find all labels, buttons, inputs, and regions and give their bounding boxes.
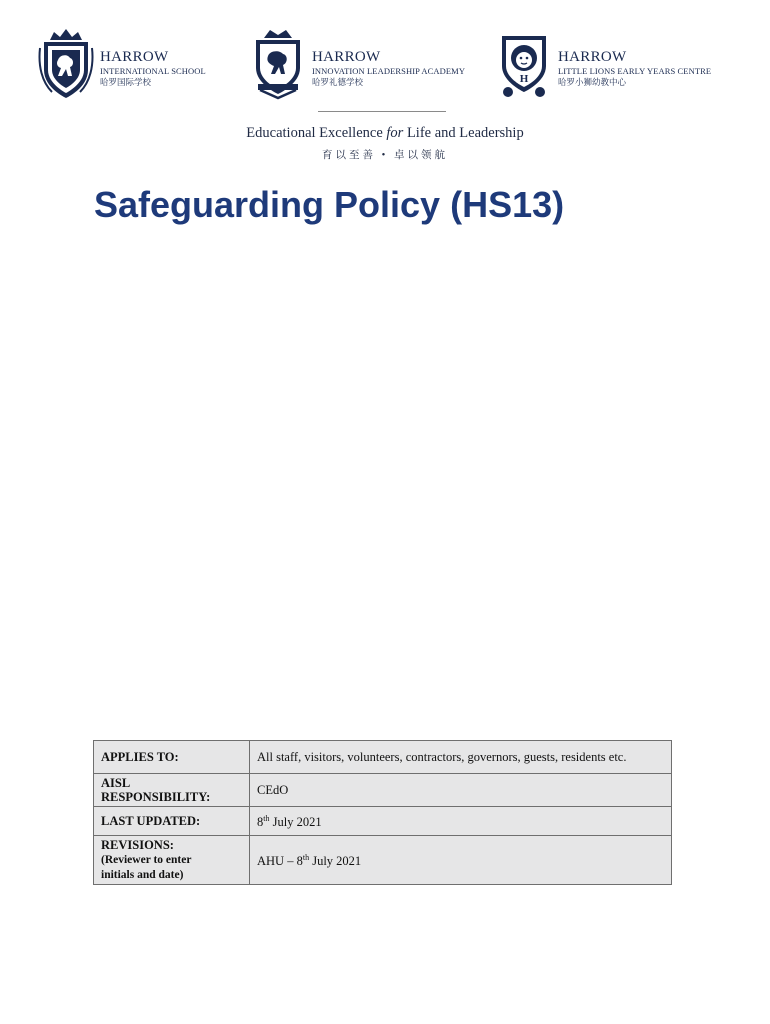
responsibility-value: CEdO	[250, 774, 672, 807]
last-updated-rest: July 2021	[269, 815, 322, 830]
logo-subtitle: LITTLE LIONS EARLY YEARS CENTRE	[558, 66, 712, 76]
logo-name: HARROW	[312, 49, 381, 65]
revisions-label	[94, 836, 250, 885]
revisions-label-main: REVISIONS:	[101, 838, 174, 852]
harrow-international-school-logo	[38, 26, 206, 102]
document-title: Safeguarding Policy (HS13)	[94, 184, 565, 225]
revisions-sublabel-line-2: initials and date)	[101, 869, 184, 881]
last-updated-ordinal: th	[263, 814, 270, 824]
logo-subtitle: INTERNATIONAL SCHOOL	[100, 66, 206, 76]
little-lions-crest-icon	[496, 26, 552, 102]
motto-part-2: Life and Leadership	[403, 125, 524, 141]
table-row	[94, 807, 672, 836]
harrow-crest-icon	[38, 26, 94, 102]
motto-italic-word: for	[386, 125, 404, 141]
responsibility-label-line-1: AISL	[101, 776, 131, 790]
revisions-value-rest: July 2021	[309, 854, 362, 869]
header-logos	[0, 26, 770, 106]
school-motto-chinese: 育以至善 • 卓以领航	[322, 150, 448, 161]
applies-to-label: APPLIES TO:	[94, 741, 250, 774]
last-updated-day: 8	[257, 815, 264, 830]
table-row	[94, 836, 672, 885]
header-divider	[318, 111, 446, 112]
last-updated-value	[250, 807, 672, 836]
logo-chinese-name: 哈罗小狮幼教中心	[558, 76, 627, 87]
harrow-little-lions-logo	[496, 26, 711, 102]
revisions-value-prefix: AHU – 8	[257, 854, 303, 869]
harrow-innovation-crest-icon	[250, 26, 306, 102]
logo-chinese-name: 哈罗国际学校	[100, 76, 152, 87]
logo-chinese-name: 哈罗礼德学校	[312, 76, 364, 87]
responsibility-label-line-2: RESPONSIBILITY:	[101, 790, 211, 804]
responsibility-label	[94, 774, 250, 807]
school-motto	[0, 125, 770, 142]
table-row	[94, 741, 672, 774]
logo-name: HARROW	[558, 49, 627, 65]
motto-part-1: Educational Excellence	[246, 125, 387, 141]
last-updated-label: LAST UPDATED:	[94, 807, 250, 836]
logo-subtitle: INNOVATION LEADERSHIP ACADEMY	[312, 66, 466, 76]
applies-to-value: All staff, visitors, volunteers, contractors, governors, guests, residents etc.	[250, 741, 672, 774]
logo-name: HARROW	[100, 49, 169, 65]
revisions-ordinal: th	[302, 853, 310, 863]
svg-text:H: H	[519, 73, 529, 85]
harrow-innovation-academy-logo	[250, 26, 465, 102]
revisions-value	[250, 836, 672, 885]
table-row	[94, 774, 672, 807]
revisions-sublabel-line-1: (Reviewer to enter	[101, 854, 192, 866]
policy-info-table	[93, 740, 672, 885]
